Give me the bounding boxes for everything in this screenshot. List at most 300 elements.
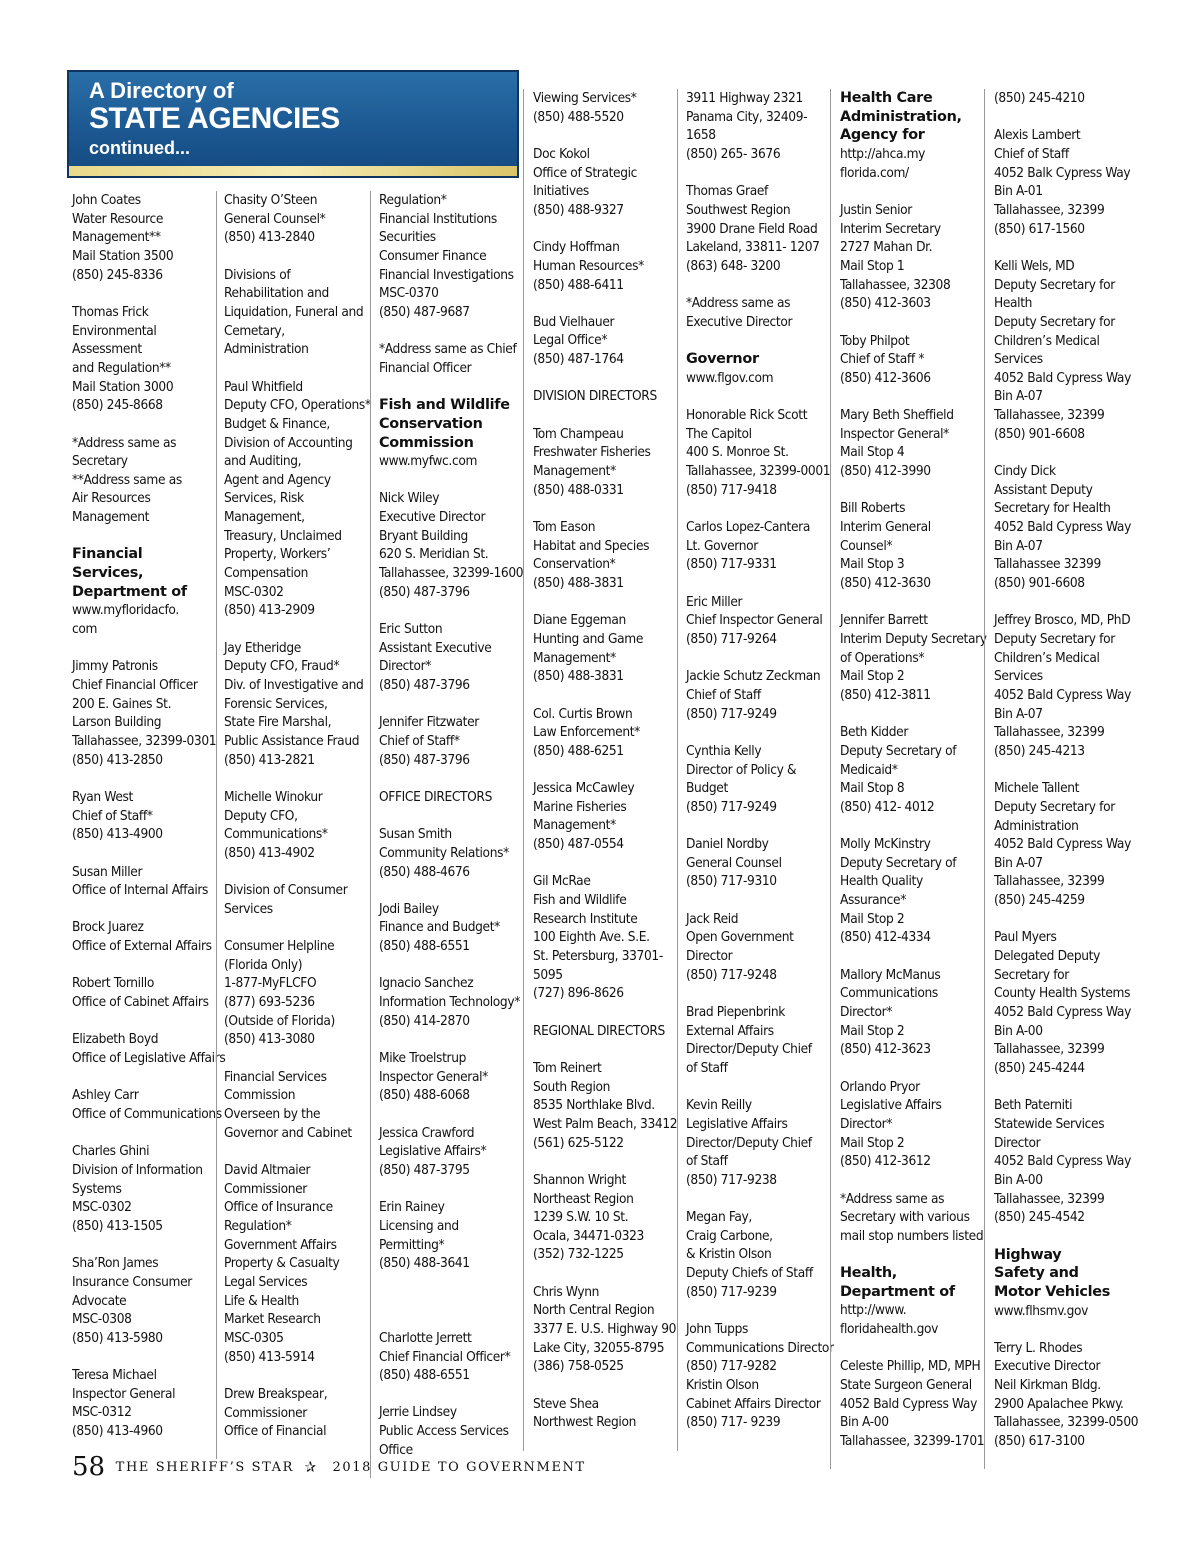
entry-line: Cynthia Kelly — [686, 742, 762, 759]
entry-line: Communications* — [224, 826, 328, 843]
directory-entry — [379, 340, 520, 377]
entry-line: (850) 487-3796 — [379, 583, 470, 600]
entry-line: Cemetary, — [224, 322, 285, 339]
entry-line: Management, — [224, 509, 305, 526]
entry-line: Lt. Governor — [686, 537, 758, 554]
entry-line: Forensic Services, — [224, 695, 328, 712]
entry-line: Financial Investigations — [379, 266, 514, 283]
entry-line: Michele Tallent — [994, 780, 1080, 797]
entry-line: MSC-0312 — [72, 1404, 132, 1421]
entry-line: (850) 487-3796 — [379, 677, 470, 693]
entry-line: Budget — [686, 780, 728, 797]
entry-line: Consumer Finance — [379, 247, 487, 264]
entry-line: & Kristin Olson — [686, 1246, 772, 1263]
entry-line: Deputy Secretary of — [840, 742, 957, 759]
entry-line: Director/Deputy Chief — [686, 1041, 812, 1058]
entry-line: State Fire Marshal, — [224, 714, 332, 731]
entry-line: REGIONAL DIRECTORS — [533, 1022, 665, 1039]
entry-line: Nick Wiley — [379, 490, 440, 507]
entry-line: mail stop numbers listed — [840, 1227, 984, 1244]
entry-line: Interim Deputy Secretary — [840, 630, 987, 647]
entry-line: Assistant Deputy — [994, 481, 1093, 498]
directory-entry — [533, 1171, 673, 1264]
entry-line: Southwest Region — [686, 201, 791, 218]
entry-line: (850) 413-4960 — [72, 1423, 163, 1440]
entry-line: Life & Health — [224, 1292, 299, 1309]
entry-line: (850) 901-6608 — [994, 425, 1085, 442]
directory-entry — [994, 611, 1144, 760]
directory-entry — [72, 303, 222, 415]
entry-line: Legal Office* — [533, 332, 608, 349]
directory-entry — [224, 1161, 366, 1366]
entry-line: MSC-0305 — [224, 1329, 284, 1346]
banner-title: STATE AGENCIES — [89, 102, 340, 135]
directory-entry — [72, 1086, 222, 1123]
entry-line: (850) 717-9310 — [686, 873, 777, 890]
entry-line: Steve Shea — [533, 1395, 599, 1412]
banner-line-1: A Directory of — [89, 78, 234, 103]
entry-line: Tallahassee, 32399-0301 — [72, 732, 217, 749]
entry-line: Bin A-07 — [994, 537, 1043, 554]
directory-entry — [379, 1329, 520, 1385]
entry-line: (850) 265- 3676 — [686, 145, 781, 162]
guide-title: 2018 GUIDE TO GOVERNMENT — [332, 1459, 586, 1475]
entry-line: Bin A-07 — [994, 854, 1043, 871]
agency-heading: Safety and — [994, 1265, 1079, 1282]
entry-line: (850) 245-4213 — [994, 742, 1085, 759]
entry-line: 4052 Bald Cypress Way — [840, 1395, 977, 1412]
entry-line: Tom Champeau — [533, 425, 624, 442]
entry-line: 3900 Drane Field Road — [686, 220, 818, 237]
agency-heading: Agency for — [840, 127, 925, 144]
entry-line: OFFICE DIRECTORS — [379, 788, 492, 805]
agency-heading: Department of — [840, 1283, 955, 1300]
directory-entry — [379, 900, 520, 956]
entry-line: General Counsel* — [224, 210, 326, 227]
entry-line: 2900 Apalachee Pkwy. — [994, 1395, 1124, 1412]
entry-line: and Auditing, — [224, 453, 302, 470]
entry-line: Jimmy Patronis — [72, 658, 158, 675]
entry-line: Securities — [379, 229, 436, 246]
entry-line: 4052 Balk Cypress Way — [994, 164, 1131, 181]
entry-line: Regulation* — [379, 192, 447, 208]
entry-line: Property & Casualty — [224, 1255, 340, 1272]
entry-line: Office of Insurance — [224, 1199, 333, 1216]
directory-entry — [533, 1283, 677, 1376]
entry-line: Panama City, 32409- — [686, 108, 808, 125]
entry-line: (850) 717-9249 — [686, 705, 777, 722]
entry-line: 620 S. Meridian St. — [379, 546, 489, 563]
entry-line: Deputy Secretary for — [994, 798, 1115, 815]
entry-line: Jerrie Lindsey — [379, 1404, 457, 1421]
entry-line: Executive Director — [379, 509, 486, 526]
entry-line: (850) 487-1764 — [533, 351, 624, 368]
entry-line: Office of External Affairs — [72, 938, 212, 955]
entry-line: Hunting and Game — [533, 630, 644, 647]
entry-line: Government Affairs — [224, 1236, 337, 1253]
entry-line: Thomas Frick — [72, 303, 149, 320]
entry-line: Mail Stop 2 — [840, 910, 905, 927]
entry-line: (877) 693-5236 — [224, 994, 315, 1011]
entry-line: (850) 487-3796 — [379, 751, 470, 768]
entry-line: Tallahassee, 32399-0001 — [686, 463, 831, 480]
entry-line: Tom Eason — [533, 519, 596, 535]
entry-line: Overseen by the — [224, 1106, 321, 1123]
directory-entry — [994, 462, 1144, 593]
entry-line: Beth Kidder — [840, 724, 908, 741]
entry-line: Sha’Ron James — [72, 1255, 159, 1272]
entry-line: (850) 717-9418 — [686, 481, 777, 498]
entry-line: (850) 245-4210 — [994, 90, 1085, 106]
directory-entry — [686, 910, 827, 985]
entry-line: Chris Wynn — [533, 1283, 600, 1300]
directory-entry — [379, 620, 520, 695]
entry-line: Jennifer Barrett — [840, 612, 928, 629]
entry-line: Cindy Dick — [994, 463, 1056, 480]
entry-line: (850) 488-0331 — [533, 481, 624, 498]
entry-line: Tallahassee, 32399-1600 — [379, 565, 524, 582]
directory-entry — [533, 518, 673, 593]
entry-line: Initiatives — [533, 183, 589, 200]
entry-line: *Address same as — [72, 434, 177, 451]
entry-line: http://www. — [840, 1302, 907, 1319]
entry-line: (850) 717- 9239 — [686, 1414, 781, 1431]
entry-line: Mail Stop 2 — [840, 668, 905, 685]
entry-line: (Outside of Florida) — [224, 1012, 335, 1029]
entry-line: (850) 488-4676 — [379, 863, 470, 880]
entry-line: Shannon Wright — [533, 1171, 626, 1188]
entry-line: Deputy Secretary for — [994, 313, 1115, 330]
directory-column-3 — [370, 191, 524, 1478]
entry-line: (850) 412- 4012 — [840, 798, 935, 815]
entry-line: Chief Financial Officer — [72, 677, 198, 693]
entry-line: Elizabeth Boyd — [72, 1031, 159, 1048]
page-footer — [72, 1452, 586, 1482]
entry-line: Deputy CFO, Fraud* — [224, 658, 340, 675]
entry-line: Executive Director — [686, 313, 793, 330]
entry-line: (850) 487-0554 — [533, 836, 624, 853]
entry-line: Paul Whitfield — [224, 378, 303, 395]
entry-line: (352) 732-1225 — [533, 1246, 624, 1263]
entry-line: Erin Rainey — [379, 1199, 445, 1216]
entry-line: 100 Eighth Ave. S.E. — [533, 929, 650, 946]
entry-line: Community Relations* — [379, 844, 509, 861]
entry-line: Justin Senior — [840, 201, 912, 218]
entry-line: (850) 413-5980 — [72, 1329, 163, 1346]
entry-line: 1658 — [686, 127, 716, 144]
entry-line: Eric Sutton — [379, 621, 443, 638]
entry-line: of Staff — [686, 1153, 728, 1170]
entry-line: Director — [994, 1134, 1041, 1151]
entry-line: The Capitol — [686, 425, 752, 442]
entry-line: Assistant Executive — [379, 639, 492, 656]
page-number: 58 — [72, 1452, 106, 1482]
entry-line: (561) 625-5122 — [533, 1134, 624, 1151]
directory-entry — [686, 294, 827, 331]
directory-entry — [533, 1059, 678, 1152]
entry-line: Mail Stop 2 — [840, 1134, 905, 1151]
entry-line: http://ahca.my — [840, 145, 926, 162]
entry-line: Divisions of — [224, 266, 291, 283]
entry-line: Director* — [379, 658, 432, 675]
directory-entry — [533, 145, 673, 220]
entry-line: Jessica Crawford — [379, 1124, 475, 1141]
entry-line: Water Resource — [72, 210, 164, 227]
directory-entry — [686, 742, 827, 817]
directory-entry — [379, 1198, 520, 1273]
entry-line: Counsel* — [840, 537, 893, 554]
entry-line: Property, Workers’ — [224, 546, 331, 563]
entry-line: West Palm Beach, 33412 — [533, 1115, 678, 1132]
entry-line: Thomas Graef — [686, 183, 768, 200]
entry-line: Mail Stop 4 — [840, 444, 905, 461]
entry-line: Celeste Phillip, MD, MPH — [840, 1358, 981, 1375]
directory-entry — [840, 723, 980, 816]
directory-entry — [533, 89, 673, 126]
entry-line: Bud Vielhauer — [533, 313, 615, 330]
entry-line: 4052 Bald Cypress Way — [994, 1004, 1131, 1021]
entry-line: Legislative Affairs* — [379, 1143, 487, 1160]
directory-entry — [72, 434, 222, 527]
entry-line: Secretary for Health — [994, 500, 1111, 517]
entry-line: Bin A-07 — [994, 705, 1043, 722]
agency-section — [379, 396, 520, 471]
directory-column-4 — [523, 89, 678, 1451]
directory-entry — [224, 1068, 366, 1143]
entry-line: Molly McKinstry — [840, 836, 931, 853]
directory-entry — [533, 611, 673, 686]
entry-line: Chief of Staff* — [72, 807, 153, 824]
entry-line: (850) 487-3795 — [379, 1161, 470, 1178]
entry-line: Finance and Budget* — [379, 919, 500, 936]
directory-entry — [533, 872, 673, 1003]
entry-line: (850) 413-4902 — [224, 844, 315, 861]
entry-line: (850) 245-8336 — [72, 266, 163, 283]
entry-line: Susan Smith — [379, 826, 452, 843]
entry-line: Management — [72, 509, 150, 526]
entry-line: Statewide Services — [994, 1115, 1105, 1132]
directory-entry — [686, 1320, 834, 1432]
entry-line: www.flgov.com — [686, 369, 774, 386]
agency-heading: Health Care — [840, 90, 933, 106]
entry-line: Deputy CFO, Operations* — [224, 397, 371, 414]
entry-line: Management* — [533, 817, 616, 834]
entry-line: Megan Fay, — [686, 1209, 752, 1226]
entry-line: (850) 412-3630 — [840, 575, 931, 591]
entry-line: Habitat and Species — [533, 537, 650, 554]
entry-line: Jay Etheridge — [224, 639, 301, 656]
entry-line: (Florida Only) — [224, 956, 303, 973]
entry-line: Human Resources* — [533, 257, 644, 274]
entry-line: Jack Reid — [686, 910, 739, 927]
entry-line: Mike Troelstrup — [379, 1050, 467, 1067]
entry-line: (850) 488-6551 — [379, 1367, 470, 1384]
entry-line: Chief of Staff — [686, 686, 761, 703]
directory-entry — [72, 863, 222, 900]
entry-line: (850) 245-4259 — [994, 892, 1085, 909]
directory-entry — [379, 1049, 520, 1105]
directory-entry — [533, 313, 673, 369]
entry-line: David Altmaier — [224, 1162, 311, 1178]
entry-line: Viewing Services* — [533, 90, 637, 106]
entry-line: North Central Region — [533, 1302, 655, 1319]
entry-line: 3911 Highway 2321 — [686, 90, 803, 106]
directory-entry — [840, 966, 980, 1059]
directory-entry — [72, 1030, 226, 1067]
directory-column-1 — [72, 191, 226, 1459]
directory-entry — [840, 611, 987, 704]
entry-line: Information Technology* — [379, 994, 520, 1011]
directory-column-5 — [677, 89, 834, 1451]
entry-line: Director/Deputy Chief — [686, 1134, 812, 1151]
entry-line: Division of Information — [72, 1161, 203, 1178]
entry-line: Services — [224, 900, 273, 917]
entry-line: St. Petersburg, 33701- — [533, 948, 663, 965]
entry-line: Jessica McCawley — [533, 780, 635, 797]
entry-line: (850) 488-3831 — [533, 574, 624, 591]
entry-line: (850) 488-5520 — [533, 108, 624, 125]
directory-entry — [533, 425, 673, 500]
entry-line: John Coates — [72, 192, 141, 208]
agency-heading: Services, — [72, 565, 144, 582]
entry-line: (850) 413-1505 — [72, 1217, 163, 1234]
entry-line: (850) 617-3100 — [994, 1433, 1085, 1450]
entry-line: Services — [994, 668, 1043, 685]
entry-line: Health Quality — [840, 873, 923, 890]
entry-line: Commissioner — [224, 1404, 307, 1421]
entry-line: Kristin Olson — [686, 1377, 759, 1394]
entry-line: Financial Officer — [379, 359, 472, 376]
entry-line: Mail Station 3000 — [72, 378, 174, 395]
entry-line: Executive Director — [994, 1358, 1101, 1375]
entry-line: Chief of Staff — [994, 145, 1069, 162]
entry-line: (850) 412-3603 — [840, 295, 931, 312]
entry-line: (850) 717-9331 — [686, 556, 777, 573]
entry-line: Inspector General — [72, 1385, 176, 1402]
entry-line: (850) 487-9687 — [379, 303, 470, 320]
directory-entry — [72, 1254, 222, 1347]
entry-line: com — [72, 621, 98, 638]
agency-heading: Health, — [840, 1265, 897, 1282]
directory-column-7 — [984, 89, 1144, 1469]
entry-line: Larson Building — [72, 714, 162, 731]
entry-line: Treasury, Unclaimed — [224, 527, 342, 544]
entry-line: Inspector General* — [379, 1068, 488, 1085]
entry-line: Diane Eggeman — [533, 612, 626, 629]
entry-line: Mail Stop 3 — [840, 556, 905, 573]
entry-line: Agent and Agency — [224, 471, 331, 488]
entry-line: and Regulation** — [72, 359, 171, 376]
entry-line: Research Institute — [533, 910, 638, 927]
directory-entry — [224, 639, 366, 770]
entry-line: Honorable Rick Scott — [686, 407, 808, 424]
entry-line: 3377 E. U.S. Highway 90 — [533, 1321, 677, 1338]
entry-line: Director* — [840, 1004, 893, 1021]
banner-line-3: continued... — [89, 138, 190, 158]
entry-line: Lake City, 32055-8795 — [533, 1339, 665, 1356]
entry-line: (850) 413-4900 — [72, 826, 163, 843]
entry-line: Deputy Secretary for — [994, 276, 1115, 293]
entry-line: Beth Paterniti — [994, 1097, 1073, 1114]
directory-entry — [224, 1385, 366, 1441]
directory-entry — [686, 835, 827, 891]
directory-entry — [72, 788, 222, 844]
entry-line: Jeffrey Brosco, MD, PhD — [994, 612, 1131, 629]
entry-line: (850) 488-3831 — [533, 668, 624, 685]
entry-line: Gil McRae — [533, 873, 591, 890]
entry-line: **Address same as — [72, 471, 182, 488]
entry-line: Director of Policy & — [686, 761, 797, 778]
entry-line: Financial Services — [224, 1068, 327, 1085]
entry-line: Tallahassee 32399 — [994, 556, 1101, 573]
entry-line: Doc Kokol — [533, 145, 590, 162]
agency-heading: Commission — [379, 434, 474, 451]
entry-line: Chief Inspector General — [686, 612, 823, 629]
entry-line: www.myfwc.com — [379, 453, 478, 470]
entry-line: Chief Financial Officer* — [379, 1348, 511, 1365]
entry-line: (850) 412-4334 — [840, 929, 931, 946]
directory-entry — [533, 1022, 673, 1041]
directory-entry — [72, 1142, 222, 1235]
entry-line: Tallahassee, 32399 — [994, 407, 1105, 424]
entry-line: (386) 758-0525 — [533, 1358, 624, 1375]
entry-line: floridahealth.gov — [840, 1321, 938, 1338]
entry-line: (850) 488-9327 — [533, 201, 624, 218]
entry-line: Communications Director — [686, 1339, 834, 1356]
entry-line: Robert Tornillo — [72, 975, 154, 992]
entry-line: Public Assistance Fraud — [224, 732, 360, 749]
entry-line: Cindy Hoffman — [533, 239, 620, 256]
directory-entry — [994, 1339, 1144, 1451]
entry-line: Office of Financial — [224, 1423, 327, 1440]
directory-entry — [379, 825, 520, 881]
entry-line: (850) 717-9248 — [686, 966, 777, 983]
directory-entry — [840, 499, 980, 592]
entry-line: Secretary for — [994, 966, 1069, 983]
directory-entry — [224, 881, 366, 918]
agency-section — [686, 350, 827, 387]
entry-line: Management* — [533, 463, 616, 480]
directory-entry — [840, 406, 980, 481]
entry-line: Division of Accounting — [224, 434, 353, 451]
entry-line: Tallahassee, 32399 — [994, 1190, 1105, 1207]
entry-line: Craig Carbone, — [686, 1227, 773, 1244]
entry-line: Director — [686, 948, 733, 965]
directory-entry — [686, 593, 827, 649]
entry-line: *Address same as Chief — [379, 341, 517, 358]
entry-line: (850) 717-9238 — [686, 1171, 777, 1188]
directory-entry — [686, 1003, 827, 1078]
directory-entry — [840, 201, 980, 313]
entry-line: Paul Myers — [994, 929, 1057, 946]
entry-line: Advocate — [72, 1292, 127, 1309]
entry-line: Div. of Investigative and — [224, 677, 364, 694]
entry-line: Marine Fisheries — [533, 798, 627, 815]
entry-line: (850) 245-8668 — [72, 397, 163, 414]
entry-line: Northeast Region — [533, 1190, 634, 1207]
entry-line: Tallahassee, 32399 — [994, 873, 1105, 890]
agency-heading: Motor Vehicles — [994, 1283, 1110, 1300]
entry-line: Office of Legislative Affairs — [72, 1050, 226, 1067]
entry-line: Mail Station 3500 — [72, 247, 174, 264]
agency-heading: Financial — [72, 546, 143, 563]
entry-line: Health — [994, 295, 1033, 312]
entry-line: (850) 413-3080 — [224, 1031, 315, 1048]
entry-line: Mail Stop 2 — [840, 1022, 905, 1039]
directory-column-6 — [830, 89, 987, 1469]
entry-line: DIVISION DIRECTORS — [533, 388, 657, 405]
entry-line: Chief of Staff * — [840, 351, 925, 368]
